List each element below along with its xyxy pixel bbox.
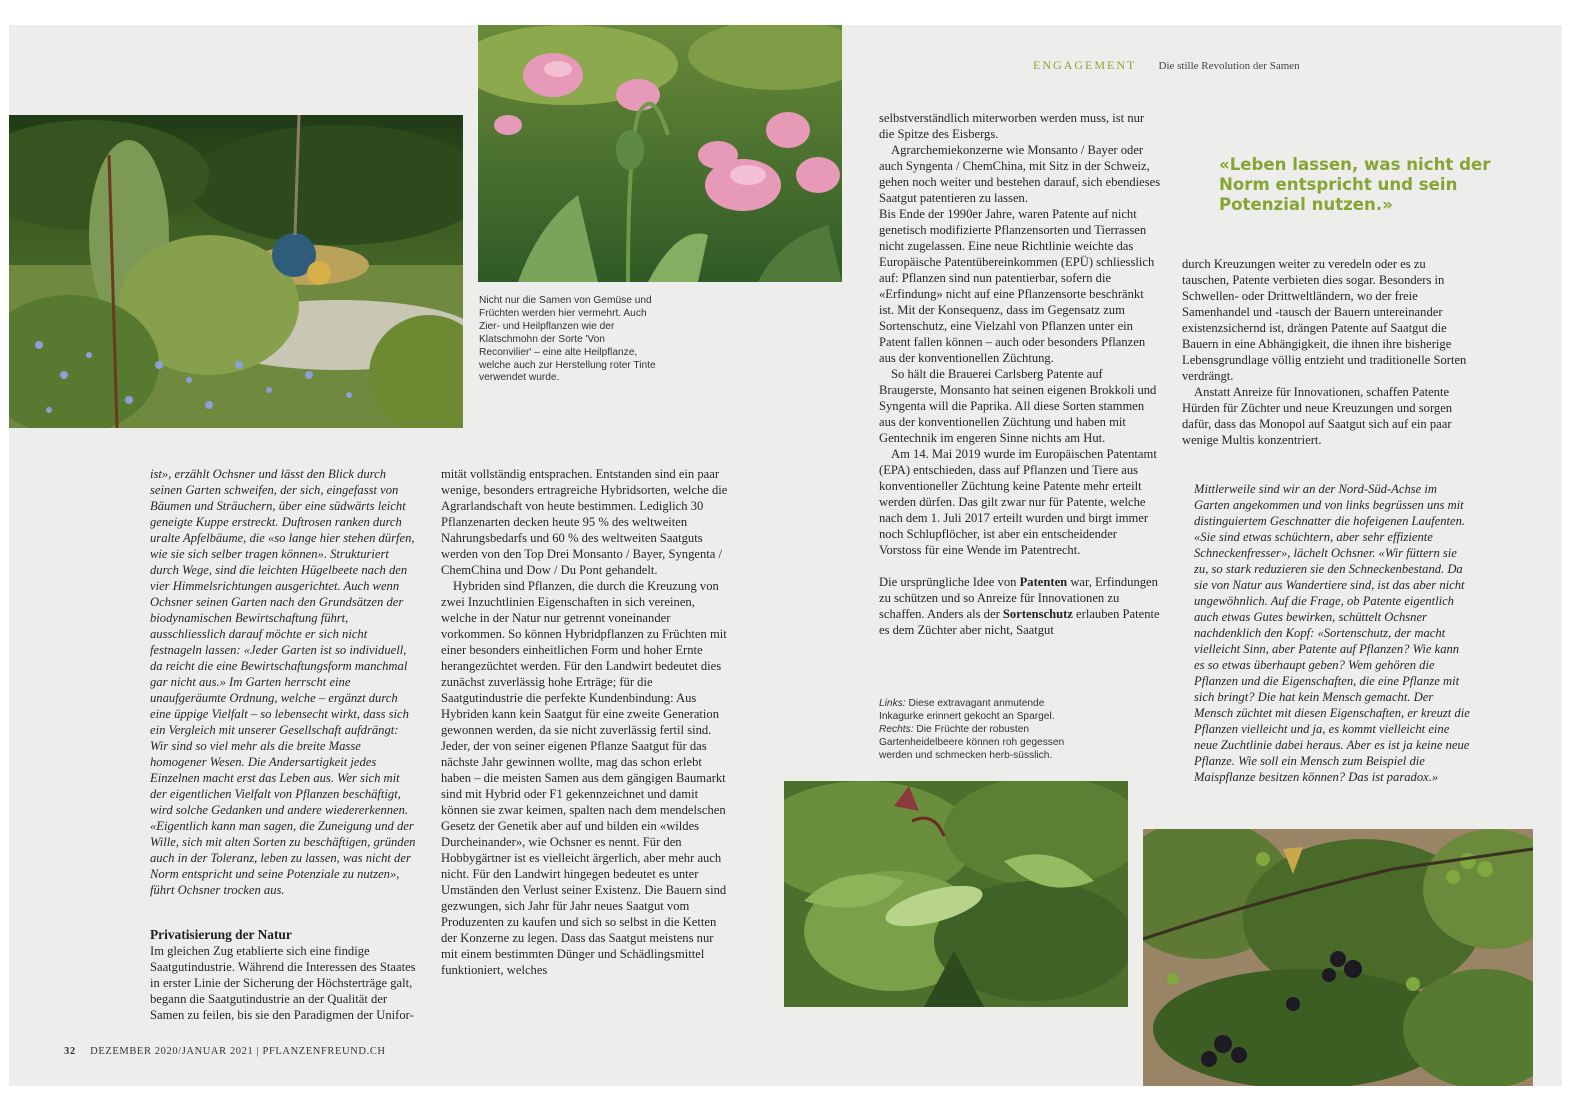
col2-paragraph-1: mität vollständig entsprachen. Entstanden sind ein paar wenige, besonders ertragreiche Hybridsorten, welche die Agrarlandschaft von heute bestimmen. Lediglich 30 Pflanzenarten decken heute 95 % des weltweiten Nahrungsbedarfs und 60 % des weltweiten Saatguts werden von den Top Drei Monsanto / Bayer, Syngenta / ChemChina und Dow / Du Pont gehandelt.: [441, 467, 728, 577]
col3-paragraph-5: Am 14. Mai 2019 wurde im Europäischen Patentamt (EPA) entschieden, dass auf Pflanzen und Tiere aus konventioneller Züchtung keine Patente mehr erteilt werden dürfen. Das gilt zwar nur für Patente, welche nach dem 1. Juli 2017 erteilt wurden und birgt immer noch Schlupflöcher, ist aber ein entscheidender Vorstoss für eine Wende im Patentrecht.: [879, 447, 1157, 557]
garden-photo: [9, 115, 463, 428]
page-number: 32: [64, 1046, 76, 1057]
article-title: Die stille Revolution der Samen: [1158, 60, 1300, 72]
page-footer: [64, 1046, 386, 1057]
col3-paragraph-3: Bis Ende der 1990er Jahre, waren Patente auf nicht genetisch modifizierte Pflanzensorten und Tierrassen nicht zugelassen. Eine neue Richtlinie weichte das Europäische Patentübereinkommen (EPÜ) schliesslich auf: Pflanzen sind nun patentierbar, sofern die «Erfindung» nicht auf eine Pflanzensorte beschränkt ist. Mit der Konsequenz, dass im Gegensatz zum Sortenschutz, eine Vielzahl von Pflanzen unter ein Patent fallen können – auch oder besonders Pflanzen aus der konventionellen Züchtung.: [879, 207, 1155, 365]
column-2: [441, 466, 729, 978]
col2-paragraph-2: Hybriden sind Pflanzen, die durch die Kreuzung von zwei Inzuchtlinien Eigenschaften in sich vereinen, welche in der Natur nur getrennt voneinander vorkommen. So können Hybridpflanzen zu Früchten mit einer besonders einheitlichen Form und hoher Ernte herangezüchtet werden. Für den Landwirt bedeutet dies zunächst zuverlässig hohe Erträge; für die Saatgutindustrie die perfekte Kundenbindung: Aus Hybriden kann kein Saatgut für eine zweite Generation gewonnen werden, da sie nicht zuverlässig fertil sind. Jeder, der von seiner eigenen Pflanze Saatgut für das nächste Jahr gewinnen wollte, mag das schon erlebt haben – die meisten Samen aus dem gängigen Baumarkt sind mit Hybrid oder F1 gekennzeichnet und damit können sie zwar keimen, spalten nach dem mendelschen Gesetz der Genetik aber auf und bilden ein «wildes Durcheinander», wie Ochsner es nennt. Für den Hobbygärtner ist es vielleicht ärgerlich, aber mehr auch nicht. Für den Landwirt hingegen bedeutet es unter Umständen den Verlust seiner Existenz. Die Bauern sind gezwungen, sich Jahr für Jahr neues Saatgut vom Produzenten zu kaufen und sich so selbst in die Ketten der Konzerne zu legen. Dass das Saatgut meistens nur mit einem bestimmten Dünger und Schädlingsmittel funktioniert, welches: [441, 579, 727, 977]
col3-paragraph-4: So hält die Brauerei Carlsberg Patente auf Braugerste, Monsanto hat seinen eigenen Brokkoli und Syngenta will die Paprika. All diese Sorten stammen aus der konventionellen Züchtung und haben mit Gentechnik im engeren Sinne nichts am Hut.: [879, 367, 1157, 445]
footer-separator: |: [256, 1046, 260, 1057]
poppy-caption: Nicht nur die Samen von Gemüse und Früchten werden hier vermehrt. Auch Zier- und Heilpflanzen wie der Klatschmohn der Sorte 'Von Reconvilier' – eine alte Heilpflanze, welche auch zur Herstellung roter Tinte verwendet wurde.: [479, 295, 656, 384]
col1-paragraph: Im gleichen Zug etablierte sich eine findige Saatgutindustrie. Während die Interessen des Staates in erster Linie der Sicherung der Höchsterträge galt, begann die Saatgutindustrie an der Qualität der Samen zu feilen, bis sie den Paradigmen der Unifor-: [150, 944, 416, 1022]
section-label: ENGAGEMENT: [1033, 58, 1137, 72]
links-rechts-caption: Links: Diese extravagant anmutende Inkagurke erinnert gekocht an Spargel. Rechts: Die Früchte der robusten Gartenheidelbeere können roh gegessen werden und schmecken herb-süsslich.: [879, 698, 1065, 761]
issue-date: DEZEMBER 2020/JANUAR 2021: [90, 1046, 254, 1057]
column-1: [150, 466, 416, 1023]
column-4: [1182, 256, 1472, 448]
col4-paragraph-2: Anstatt Anreize für Innovationen, schaffen Patente Hürden für Züchter und neue Kreuzungen und sorgen dafür, dass das Monopol auf Saatgut sich auf ein paar wenige Multis konzentriert.: [1182, 385, 1453, 447]
site-name: PFLANZENFREUND.CH: [262, 1046, 386, 1057]
col3-paragraph-6: Die ursprüngliche Idee von Patenten war, Erfindungen zu schützen und so Anreize für Innovationen zu schaffen. Anders als der Sortenschutz erlauben Patente es dem Züchter aber nicht, Saatgut: [879, 575, 1160, 637]
pull-quote: «Leben lassen, was nicht der Norm entspricht und sein Potenzial nutzen.»: [1219, 155, 1491, 214]
caption-rechts-label: Rechts:: [879, 723, 914, 735]
caption-links-label: Links:: [879, 698, 906, 709]
col3-paragraph-2: Agrarchemiekonzerne wie Monsanto / Bayer oder auch Syngenta / ChemChina, mit Sitz in der Schweiz, gehen noch weiter und bestehen darauf, sich ebendieses Saatgut patentieren zu lassen.: [879, 143, 1161, 205]
subhead-privatisierung: Privatisierung der Natur: [150, 927, 292, 942]
term-patenten: Patenten: [1019, 575, 1068, 589]
berry-photo: [1143, 829, 1533, 1086]
gourd-photo: [784, 781, 1128, 1007]
col1-italic-quote: ist», erzählt Ochsner und lässt den Blick durch seinen Garten schweifen, der sich, eingefasst von Bäumen und Sträuchern, über eine südwärts leicht geneigte Kuppe erstreckt. Duftrosen ranken durch uralte Apfelbäume, die «so lange hier stehen dürfen, wie sie sich selber tragen können». Strukturiert durch Wege, sind die leichten Hügelbeete nach den vier Himmelsrichtungen ausgerichtet. Auch wenn Ochsner seinen Garten nach den Grundsätzen der biodynamischen Bewirtschaftung führt, ausschliesslich darauf möchte er sich nicht festnageln lassen: «Jeder Garten ist so individuell, da reicht die eine Bewirtschaftungsform manchmal gar nicht aus.» Im Garten herrscht eine unaufgeräumte Ordnung, welche – ergänzt durch eine üppige Vielfalt – so lebensecht wirkt, dass sich ein Vergleich mit unserer Gesellschaft aufdrängt: Wir sind so viel mehr als die breite Masse homogener Wesen. Die Andersartigkeit jedes Einzelnen macht erst das Leben aus. Wer sich mit der eigentlichen Vielfalt von Pflanzen beschäftigt, wird solche Gedanken und andere wiedererkennen. «Eigentlich kann man sagen, die Zuneigung und der Wille, sich mit alten Sorten zu beschäftigen, gründen auch in der Toleranz, leben zu lassen, was nicht der Norm entspricht und seine Potenziale zu nutzen», führt Ochsner trocken aus.: [150, 467, 416, 897]
poppy-photo: [478, 25, 842, 282]
running-header: [1033, 54, 1300, 73]
col4-italic-quote: Mittlerweile sind wir an der Nord-Süd-Achse im Garten angekommen und von links begrüssen uns mit distinguiertem Geschnatter die hofeigenen Laufenten. «Sie sind etwas schüchtern, aber sehr effiziente Schneckenfresser», lächelt Ochsner. «Wir füttern sie zu, so stark reduzieren sie den Schneckenbestand. Da sie von Natur aus Wandertiere sind, ist das aber nicht ungewöhnlich. Auf die Frage, ob Patente eigentlich auch etwas Gutes bewirken, schüttelt Ochsner nachdenklich den Kopf: «Sortenschutz, der macht vielleicht Sinn, aber Patente auf Pflanzen? Wie kann es so etwas überhaupt geben? Wem gehören die Pflanzen und die Eigenschaften, die eine Pflanze mit sich bringt? Die hat kein Mensch gemacht. Der Mensch züchtet mit diesen Eigenschaften, er kreuzt die Pflanzen vielleicht und ja, es kommt vielleicht eine neue Zuchtlinie dabei heraus. Aber es ist ja keine neue Pflanze. Wie soll ein Mensch zum Beispiel die Maispflanze besitzen können? Das ist paradox.»: [1194, 482, 1470, 784]
col3-paragraph-1: selbstverständlich miterworben werden muss, ist nur die Spitze des Eisbergs.: [879, 111, 1145, 141]
col4-paragraph-1: durch Kreuzungen weiter zu veredeln oder es zu tauschen, Patente verbieten dies sogar. Besonders in Schwellen- oder Drittweltländern, wo der freie Samenhandel und -tausch der Bauern untereinander existenzsichernd ist, drängen Patente auf Saatgut die Bauern in eine Abhängigkeit, die ihnen ihre bisherige Lebensgrundlage völlig entzieht und traditionelle Sorten verdrängt.: [1182, 257, 1467, 383]
column-3: [879, 110, 1161, 638]
magazine-spread: [9, 25, 1562, 1086]
term-sortenschutz: Sortenschutz: [1002, 607, 1073, 621]
